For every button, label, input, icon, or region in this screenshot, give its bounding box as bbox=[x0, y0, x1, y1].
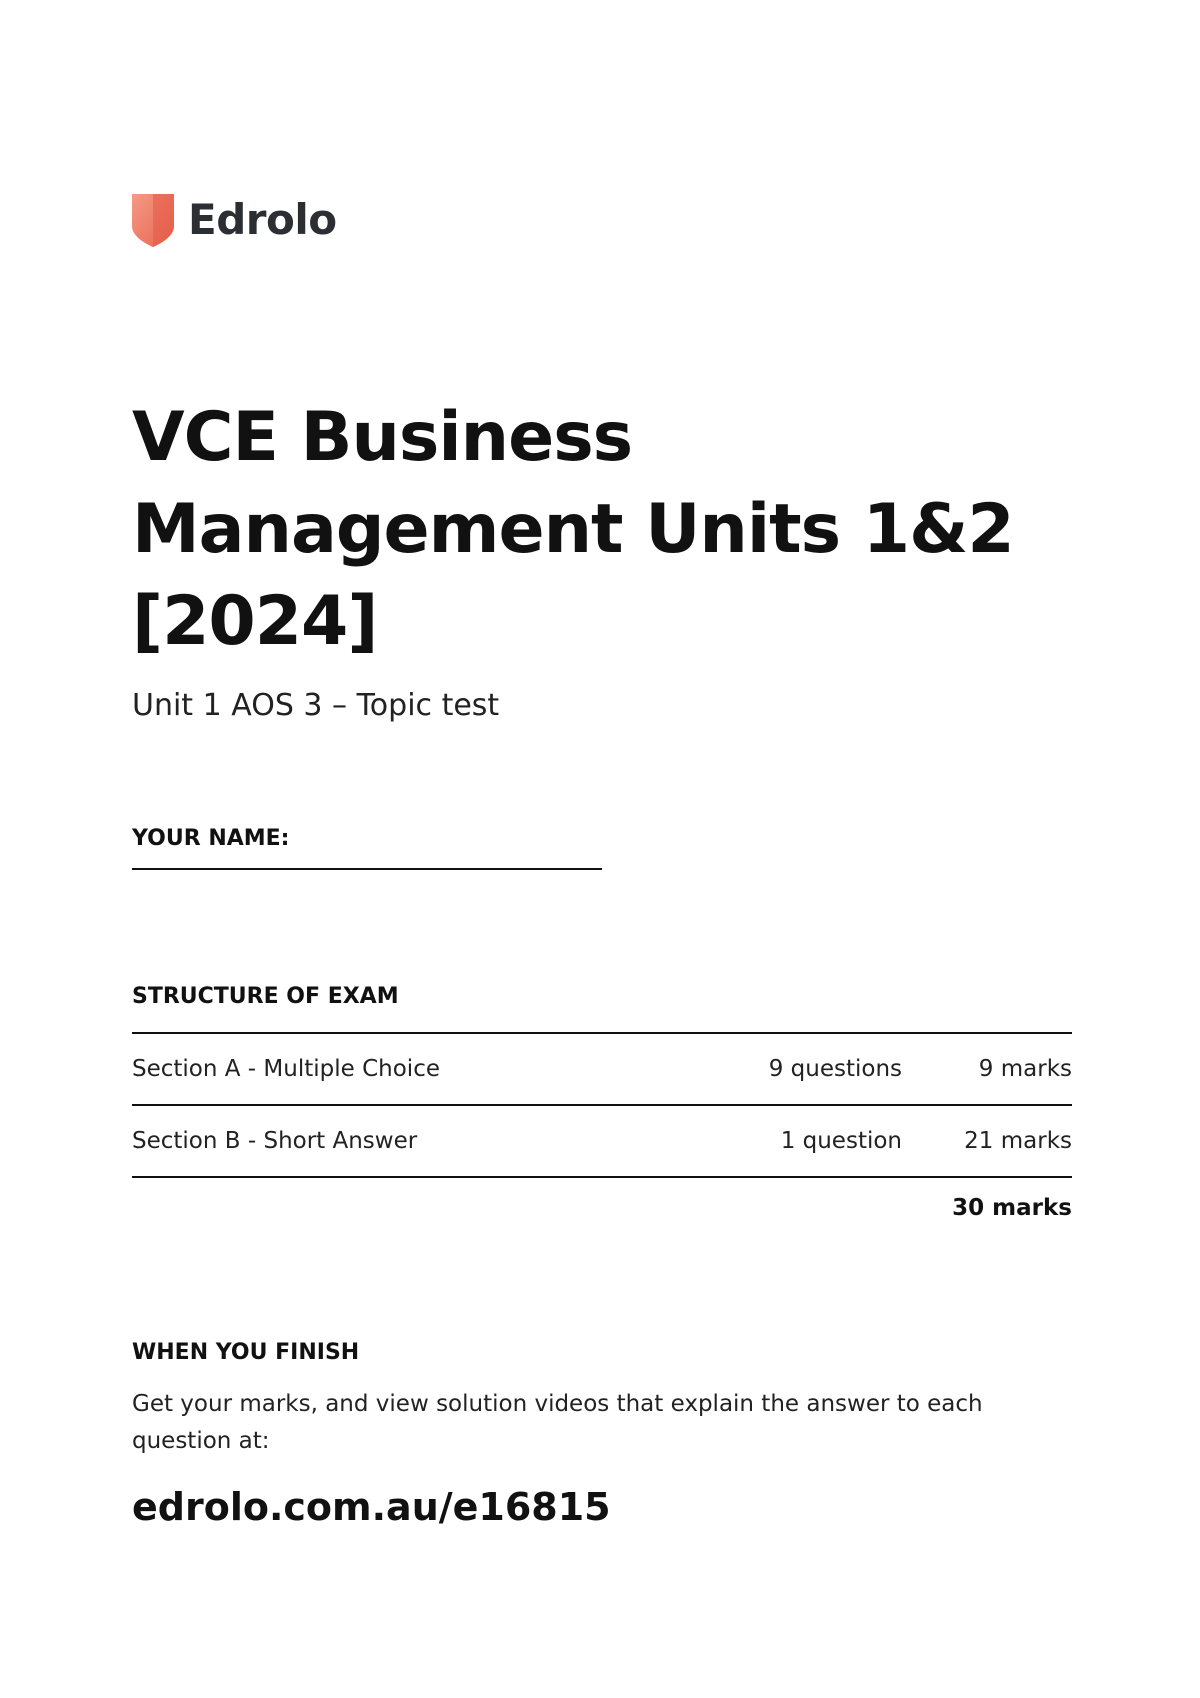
your-name-field[interactable] bbox=[132, 868, 602, 870]
section-questions: 9 questions bbox=[768, 1056, 902, 1082]
solutions-link[interactable]: edrolo.com.au/e16815 bbox=[132, 1485, 611, 1529]
section-marks: 21 marks bbox=[964, 1128, 1072, 1154]
section-marks: 9 marks bbox=[978, 1056, 1072, 1082]
exam-subtitle: Unit 1 AOS 3 – Topic test bbox=[132, 688, 500, 723]
structure-row-section-a bbox=[132, 1034, 1072, 1106]
exam-title-line-2: Management Units 1&2 bbox=[132, 490, 1014, 569]
brand-name: Edrolo bbox=[188, 195, 337, 244]
when-you-finish-heading: WHEN YOU FINISH bbox=[132, 1340, 360, 1365]
section-questions: 1 question bbox=[780, 1128, 902, 1154]
exam-title-line-3: [2024] bbox=[132, 582, 378, 661]
edrolo-logo bbox=[132, 190, 337, 250]
structure-heading: STRUCTURE OF EXAM bbox=[132, 984, 399, 1009]
when-you-finish-text: Get your marks, and view solution videos that explain the answer to each question at: bbox=[132, 1391, 983, 1454]
shield-logo-icon bbox=[132, 192, 174, 248]
section-name: Section B - Short Answer bbox=[132, 1128, 418, 1154]
exam-title bbox=[132, 392, 1092, 668]
structure-row-section-b bbox=[132, 1106, 1072, 1178]
total-marks: 30 marks bbox=[952, 1195, 1072, 1221]
structure-table bbox=[132, 1032, 1072, 1178]
your-name-label: YOUR NAME: bbox=[132, 826, 290, 851]
section-name: Section A - Multiple Choice bbox=[132, 1056, 440, 1082]
exam-title-line-1: VCE Business bbox=[132, 398, 633, 477]
